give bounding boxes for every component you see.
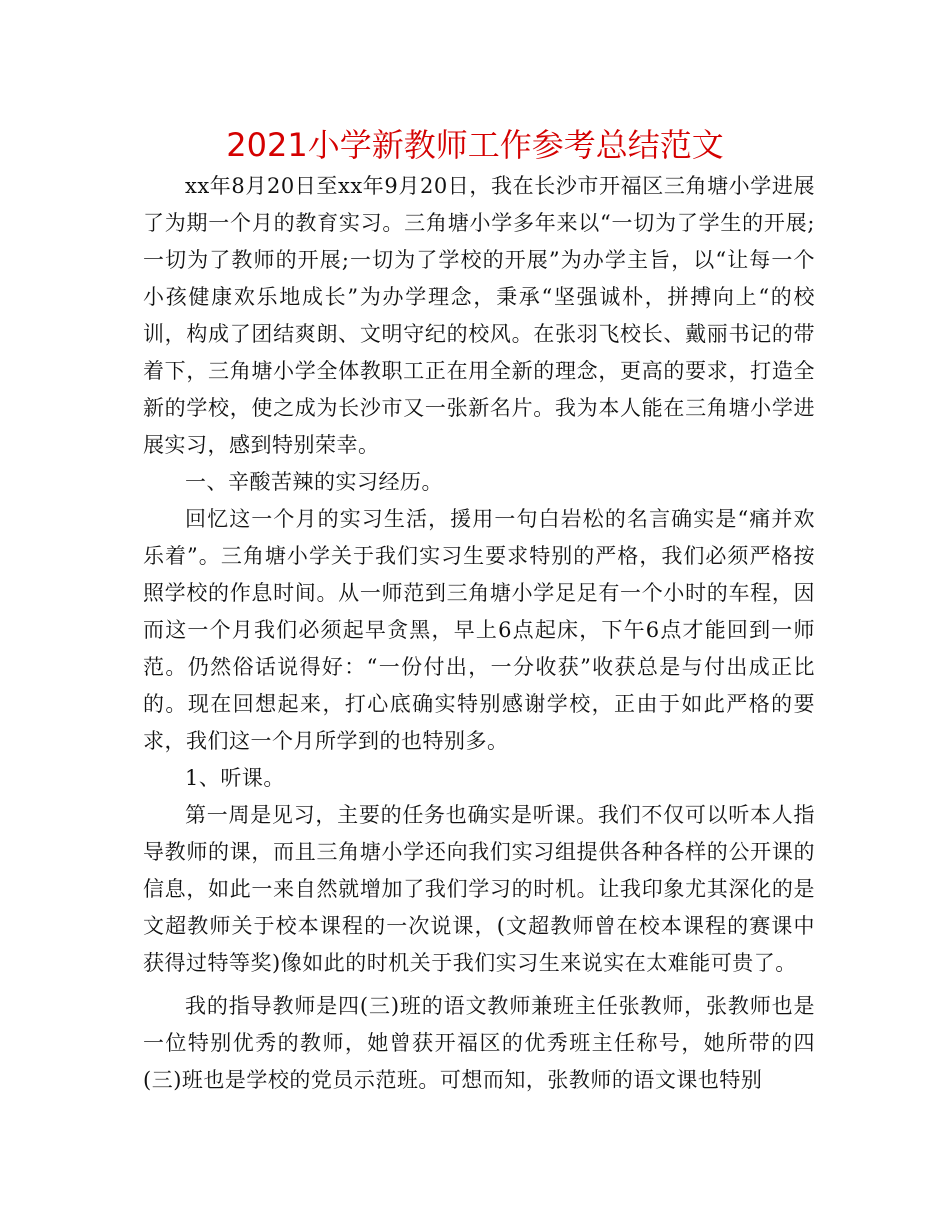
document-body — [143, 168, 815, 1099]
paragraph-intro: xx年8月20日至xx年9月20日，我在长沙市开福区三角塘小学进展了为期一个月的教育实习。三角塘小学多年来以“一切为了学生的开展;一切为了教师的开展;一切为了学校的开展”为办学主旨，以“让每一个小孩健康欢乐地成长”为办学理念，秉承“坚强诚朴，拼搏向上“的校训，构成了团结爽朗、文明守纪的校风。在张羽飞校长、戴丽书记的带着下，三角塘小学全体教职工正在用全新的理念，更高的要求，打造全新的学校，使之成为长沙市又一张新名片。我为本人能在三角塘小学进展实习，感到特别荣幸。 — [143, 174, 815, 457]
paragraph-mentor: 我的指导教师是四(三)班的语文教师兼班主任张教师，张教师也是一位特别优秀的教师，她曾获开福区的优秀班主任称号，她所带的四(三)班也是学校的党员示范班。可想而知，张教师的语文课也特别 — [143, 994, 815, 1092]
paragraph-week-one: 第一周是见习，主要的任务也确实是听课。我们不仅可以听本人指导教师的课，而且三角塘小学还向我们实习组提供各种各样的公开课的信息，如此一来自然就增加了我们学习的时机。让我印象尤其深化的是文超教师关于校本课程的一次说课，(文超教师曾在校本课程的赛课中获得过特等奖)像如此的时机关于我们实习生来说实在太难能可贵了。 — [143, 803, 815, 975]
paragraph-experience: 回忆这一个月的实习生活，援用一句白岩松的名言确实是“痛并欢乐着”。三角塘小学关于我们实习生要求特别的严格，我们必须严格按照学校的作息时间。从一师范到三角塘小学足足有一个小时的车程，因而这一个月我们必须起早贪黑，早上6点起床，下午6点才能回到一师范。仍然俗话说得好：“一份付出，一分收获”收获总是与付出成正比的。现在回想起来，打心底确实特别感谢学校，正由于如此严格的要求，我们这一个月所学到的也特别多。 — [143, 507, 815, 753]
section-heading-1: 一、辛酸苦辣的实习经历。 — [185, 470, 443, 494]
subheading-listening: 1、听课。 — [185, 766, 285, 790]
document-title: 2021小学新教师工作参考总结范文 — [226, 126, 724, 164]
